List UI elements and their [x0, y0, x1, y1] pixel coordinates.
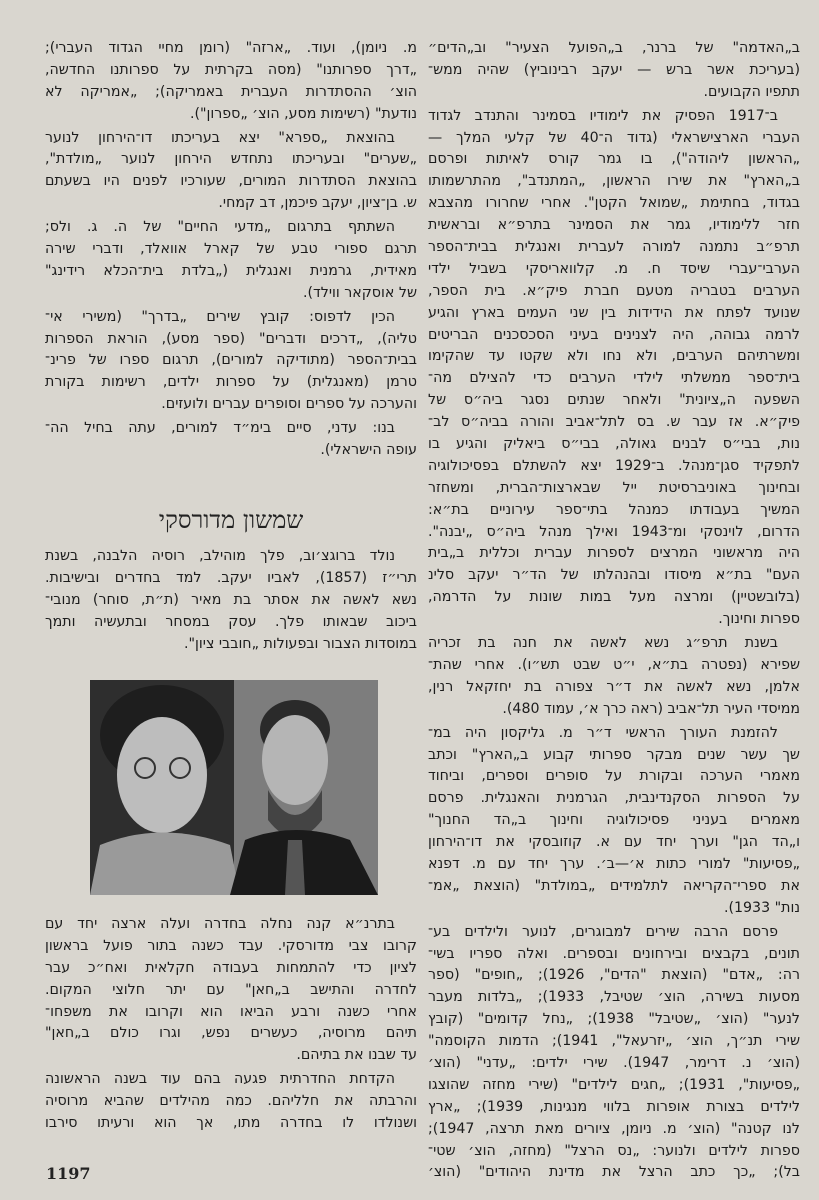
text-line: שפירא (נפטרה בת״א, י״ט שבט תש״ו). אחרי שהת־	[428, 656, 800, 673]
text-line: במוסדות הצבור ובפעולות „חובבי ציון".	[184, 635, 417, 652]
text-line: שירי תנ״ך, הוצ׳ „יזרעאל", 1941); הדמות הקוסמה"	[428, 1033, 800, 1050]
paragraph	[428, 633, 800, 721]
text-line: בשנת תרפ״ג נשא לאשה את חנה בת זכריה	[428, 635, 778, 652]
text-line: לרמה גבוהה, היה לצנינים בעיני הסכסכנים הבריטים	[428, 326, 800, 343]
biography-continuation-text	[45, 914, 417, 1137]
text-line: המשיך בעבודתו כמנהל בתי־ספר עירוניים בת״א:	[428, 501, 800, 518]
portrait-photo	[90, 680, 378, 895]
text-line: הערבים בטבריה מטעם חברת פיק״א. בית הספר,	[428, 282, 800, 299]
text-line: שך עשר שנים מבקר ספרותי קבוע ב„הארץ" וכתב	[428, 746, 800, 763]
text-line: והרבתה את חלליהם. כמה מהילדים שהביא מרוסיה	[45, 1093, 417, 1110]
paragraph	[45, 217, 417, 305]
paragraph	[45, 307, 417, 416]
text-line: ו„הד הגן" וערך יחד עם א. קוזובסקי את דו־הירחון	[428, 834, 800, 851]
text-line: ב„האדמה" של ברנר, ב„הפועל הצעיר" וב„הדים״	[428, 40, 800, 56]
paragraph	[45, 38, 417, 126]
text-line: לתפקיד סגן־מנהל. ב־1929 יצא להשתלם בפסיכולוגיה	[428, 457, 800, 474]
text-line: תונים, בקבצים ובירחונים ובספרים. ואלה ספריו בשי־	[428, 945, 800, 962]
text-line: ש. בן־ציון, יעקב פיכמן, דב קמחי.	[218, 195, 417, 212]
text-line: „פסיעות" למורי כתות א׳—ב׳. ערך יחד עם מ. דפנא	[428, 855, 800, 872]
text-line: בנו: עדני, סיים בימ״ד למורים, עתה בחיל הה־	[45, 420, 395, 437]
right-column-text	[428, 38, 800, 1186]
text-line: חזר ללימודיו, גמר את הסמינר בתרפ״א ובראשית	[428, 217, 800, 234]
text-line: הדרום, לוינסקי ומ־1943 ואילך מנהל ביה״ס „יבנה".	[428, 523, 800, 540]
text-line: רה: „אדם" (הוצאת "הדים", 1926); „חופים" (ספר	[428, 967, 800, 984]
text-line: מ. ניומן), ועוד. „ארזה" (רומן מחיי הגדוד העברי);	[45, 40, 417, 56]
text-line: בהוצאת „ספרא" יצא בעריכתו דו־הירחון לנוער	[45, 129, 395, 146]
page-number: 1197	[46, 1164, 91, 1183]
text-line: את ספרי־הקריאה לתלמידים „במולדת" (הוצאת „אמ־	[428, 877, 800, 894]
text-line: ב־1917 הפסיק את לימודיו בסמינר והתנדב לגדוד	[428, 107, 778, 124]
text-line: תיהם מרוסיה, כעשרים נפש, וגרו כולם ב„חאן"	[45, 1025, 417, 1042]
text-line: ושנולדו לו בחדרה מתו, אך הוא ורעיתו סירבו	[45, 1115, 417, 1132]
paragraph	[45, 546, 417, 655]
text-line: בל); „כך כתב הרצל את מדינת היהודים" (הוצ׳	[428, 1164, 800, 1181]
text-line: הוצ׳ ההסתדרות העברית באמריקה); „אמריקה לא	[45, 83, 417, 100]
text-line: בגדוד, בחתימת „שמואל הקטן". אחרי שחרורו מהצבא	[428, 195, 800, 212]
text-line: תרגם ספורי טבע של קארל אוואלד, ודברי שירה	[45, 241, 417, 258]
text-line: השתתף בתרגום „מדעי החיים" של ה. ג. ולס;	[45, 219, 395, 236]
paragraph	[45, 128, 417, 216]
text-line: תרפ״ב נתמנה למורה לעברית ואנגלית בבית־הספר	[428, 239, 800, 256]
text-line: (הוצ׳ נ. דרימר, 1947). שירי ילדים: „עדני" (הוצ׳	[428, 1054, 800, 1071]
text-line: נשא לאשה את אסתר בת מאיר (ת״ת, סוחר) מנובי־	[45, 591, 417, 608]
text-line: ומשרתיהם הערבים, ולא נחו ולא שקטו עד שהקימו	[428, 348, 800, 365]
paragraph	[428, 38, 800, 104]
text-line: תרי״ז (1857), לאביו יעקב. למד בחדרים ובישיבות.	[45, 569, 417, 586]
text-line: נודעת" (רשימות מסע, הוצ׳ „ספרון").	[189, 105, 417, 122]
text-line: ב„הארץ" את שירו הראשון, „המתנדב", מהתרשמותו	[428, 173, 800, 190]
text-line: בהוצאת הסתדרות המורים, שעורכיו לפנים היו בשעתם	[45, 173, 417, 190]
paragraph	[428, 106, 800, 631]
text-line: ובחינוך באוניברסיטת ייל שבארצות־הברית, ומשחזר	[428, 479, 800, 496]
text-line: העם" בת״א מיסודו ובהנהלתו של הד״ר יעקב סלינ	[428, 567, 800, 584]
text-line: בבית־הספר (מתודיקה למורים), תרגום ספרו של פרינ־	[45, 352, 417, 369]
text-line: לנער" (הוצ׳ „שטיבל" 1938); „נחל קדומים" (קובץ	[428, 1011, 800, 1028]
text-line: של אוסקאר ווילד).	[302, 284, 417, 301]
text-line: והערכה על ספרים וסופרים עברים ולועזים.	[161, 396, 417, 413]
biography-intro-text	[45, 546, 417, 657]
text-line: הכין לדפוס: קובץ שירים „בדרך" (משירי אי־	[45, 308, 395, 325]
text-line: נות, בבי״ס לבנים גאולה, בבי״ס ביאליק והגיע בו	[428, 436, 800, 453]
text-line: להזמנת העורך הראשי ד״ר מ. גליקסון היה במ־	[428, 724, 778, 741]
text-line: הקדחת החדרתית פגעה בהם עוד בשנה הראשונה	[45, 1071, 395, 1088]
text-line: עופה הישראלי).	[320, 442, 417, 459]
text-line: מאידית, גרמנית ואנגלית („בלדת בית־הכלא רידינג"	[45, 262, 417, 279]
text-line: נולד ברוגצ׳וב, פלך מוהילב, רוסיה הלבנה, בשנת	[45, 548, 395, 564]
text-line: פיק״א. אז עבר ש. בס לתל־אביב והורה בביה״ס לב־	[428, 414, 800, 431]
text-line: מסעות בשירה, הוצ׳ שטיבל, 1933); „בלדות מעבר	[428, 989, 800, 1006]
text-line: הערבי־עברי שיסד ח. מ. קלוואריסקי בשביל ילדי	[428, 260, 800, 277]
text-line: לנו קטנה" (הוצ׳ מ. ניומן, ציורים מאת תרצה, 1947);	[428, 1120, 800, 1137]
text-line: אחרי כשנה ורבע הביאו הוא וקרובו את משפחו־	[45, 1003, 417, 1020]
paragraph	[428, 723, 800, 920]
text-line: בתרנ״א קנה נחלה בחדרה ועלה ארצה יחד עם	[45, 916, 395, 932]
text-line: (בלובשטיין) ומרצה מעל במות שונות על הדרמה,	[428, 589, 800, 606]
text-line: ביכוב שבאותו פלך. עסק במסחר ובתעשיה ותמך	[45, 613, 417, 630]
text-line: העברי הארצישראלי (גדוד ה־40 של קלעי המלך —	[428, 129, 800, 146]
text-line: טליה), „דרכים ודברים" (ספר מסע), הוראת הספרות	[45, 330, 417, 347]
text-line: ממיסדי העיר תל־אביב (ראה כרך א׳, עמוד 480).	[502, 700, 800, 717]
left-column-top-text	[45, 38, 417, 464]
entry-heading: שמשון מדורסקי	[158, 506, 304, 534]
text-line: על הספרות הסקנדינבית, הגרמנית והאנגלית. פרסם	[428, 790, 800, 807]
text-line: לילדים בצורת אופרות בלווי מנגינות, 1939); „ארץ	[428, 1098, 800, 1115]
text-line: היה מראשוני המרצים לספרות עברית וכללית ב„בית	[428, 545, 800, 562]
paragraph	[45, 418, 417, 462]
text-line: אלמן, נשא לאשה את ד״ר צפורה בת יחזקאל רנין,	[428, 678, 800, 695]
paragraph	[428, 922, 800, 1185]
text-line: מאמרים בעניני פסיכולוגיה וחינוך ב„הד החנוך"	[428, 812, 800, 829]
text-line: (בעריכת אשר ברש — יעקב רבינוביץ) שהיה ממש־	[428, 61, 800, 78]
text-line: „פסיעות", 1931); „חגים לילדים" (שירי מחזה שהוצגו	[428, 1076, 800, 1093]
text-line: קרובו צבי מדורסקי. עבד כשנה בתור פועל בראשון	[45, 937, 417, 954]
text-line: נות" 1933).	[723, 899, 800, 916]
text-line: טרמן (מאנגלית) על ספרות ילדים, רשימות בקורת	[45, 374, 417, 391]
text-line: שנועד לפתח את הידידות בין שני העמים בארץ והגיע	[428, 304, 800, 321]
text-line: לחדרה והתישב ב„חאן" עם יתר חלוצי המקום.	[45, 981, 417, 998]
text-line: „שערים" ובעריכתו נתחדש הירחון לנוער „מולדת",	[45, 151, 417, 168]
text-line: לציון כדי להתמחות בעבודה חקלאית ואח״כ עבר	[45, 959, 417, 976]
paragraph	[45, 1069, 417, 1135]
text-line: ספרות וחינוך.	[718, 611, 800, 628]
text-line: ספרות לילדים ולנוער: „נס הרצל" (מחזה, הוצ׳ שטי־	[428, 1142, 800, 1159]
text-line: בית־ספר ממשלתי לילדי הערבים כדי להצילם מה־	[428, 370, 800, 387]
text-line: פרסם הרבה שירים למבוגרים, לנוער ולילדים בע־	[428, 923, 778, 940]
text-line: השפעה ה„ציונית" ולאחר שנתים נסגר ביה״ס של	[428, 392, 800, 409]
text-line: „דרך ספרותנו" (מסה בקרתית על ספרותנו החדשה,	[45, 61, 417, 78]
text-line: תתפיו הקבועים.	[703, 83, 800, 100]
portrait-image	[90, 680, 378, 895]
text-line: „הראשון ליהודה"), בו גמר קורס לאיתות ופרסם	[428, 151, 800, 168]
paragraph	[45, 914, 417, 1067]
text-line: מאמרי הערכה ובקורת על סופרים וספרים, וביחוד	[428, 768, 800, 785]
text-line: עד שבנו את בתיהם.	[296, 1047, 417, 1064]
